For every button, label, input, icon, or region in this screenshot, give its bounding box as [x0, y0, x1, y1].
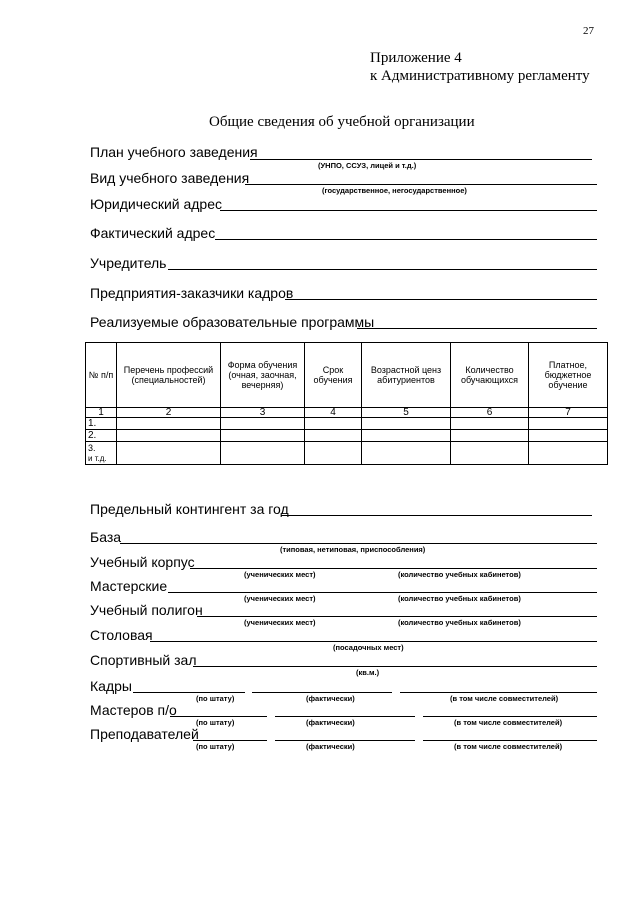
- limit-line[interactable]: [281, 515, 592, 516]
- teachers-line-2[interactable]: [275, 740, 415, 741]
- table-row: [86, 442, 608, 465]
- legal-address-label: Юридический адрес: [90, 196, 223, 212]
- base-hint: (типовая, нетиповая, приспособления): [280, 545, 426, 554]
- canteen-label: Столовая: [90, 627, 153, 643]
- masters-line-1[interactable]: [170, 716, 267, 717]
- staff-line-1[interactable]: [133, 692, 245, 693]
- table-cell[interactable]: [221, 430, 305, 442]
- col-number: 7: [529, 408, 608, 418]
- col-header-professions: Перечень профессий (специальностей): [117, 343, 221, 408]
- staff-line-3[interactable]: [400, 692, 597, 693]
- table-cell[interactable]: [529, 442, 608, 465]
- col-header-duration: Срок обучения: [305, 343, 362, 408]
- page-number: 27: [583, 25, 594, 37]
- col-number: 6: [451, 408, 529, 418]
- workshops-line[interactable]: [168, 592, 597, 593]
- base-label: База: [90, 529, 122, 545]
- workshops-hint-places: (ученических мест): [244, 594, 316, 603]
- gym-label: Спортивный зал: [90, 652, 197, 668]
- table-cell[interactable]: [305, 442, 362, 465]
- table-cell[interactable]: [305, 418, 362, 430]
- staff-label: Кадры: [90, 678, 132, 694]
- col-header-age-limit: Возрастной ценз абитуриентов: [362, 343, 451, 408]
- legal-address-line[interactable]: [220, 210, 597, 211]
- masters-hint-part: (в том числе совместителей): [454, 718, 563, 727]
- table-cell[interactable]: [221, 418, 305, 430]
- teachers-line-3[interactable]: [423, 740, 597, 741]
- teachers-hint-actual: (фактически): [306, 742, 355, 751]
- type-label: Вид учебного заведения: [90, 170, 250, 186]
- table-row: [86, 418, 608, 430]
- col-header-study-form: Форма обучения (очная, заочная, вечерняя): [221, 343, 305, 408]
- staff-hint-staff: (по штату): [196, 694, 235, 703]
- polygon-line[interactable]: [197, 616, 597, 617]
- table-cell[interactable]: [117, 418, 221, 430]
- col-number: 3: [221, 408, 305, 418]
- row-number: 1.: [86, 418, 117, 430]
- table-cell[interactable]: [362, 430, 451, 442]
- col-header-student-count: Количество обучающихся: [451, 343, 529, 408]
- staff-hint-actual: (фактически): [306, 694, 355, 703]
- row-number-etc: и т.д.: [88, 453, 107, 463]
- polygon-label: Учебный полигон: [90, 602, 203, 618]
- type-hint: (государственное, негосударственное): [322, 186, 467, 195]
- table-cell[interactable]: [362, 442, 451, 465]
- col-number: 5: [362, 408, 451, 418]
- table-cell[interactable]: [529, 430, 608, 442]
- teachers-label: Преподавателей: [90, 726, 199, 742]
- table-cell[interactable]: [529, 418, 608, 430]
- table-cell[interactable]: [362, 418, 451, 430]
- actual-address-label: Фактический адрес: [90, 225, 216, 241]
- programs-label: Реализуемые образовательные программы: [90, 314, 375, 330]
- plan-hint: (УНПО, ССУЗ, лицей и т.д.): [318, 161, 417, 170]
- customers-label: Предприятия-заказчики кадров: [90, 285, 294, 301]
- teachers-hint-part: (в том числе совместителей): [454, 742, 563, 751]
- actual-address-line[interactable]: [215, 239, 597, 240]
- gym-line[interactable]: [193, 666, 597, 667]
- building-hint-rooms: (количество учебных кабинетов): [398, 570, 521, 579]
- programs-table: [85, 342, 608, 465]
- limit-label: Предельный контингент за год: [90, 501, 289, 517]
- col-number: 4: [305, 408, 362, 418]
- table-row: [86, 430, 608, 442]
- masters-hint-staff: (по штату): [196, 718, 235, 727]
- appendix-line2: к Административному регламенту: [370, 68, 590, 84]
- canteen-hint: (посадочных мест): [333, 643, 404, 652]
- founder-label: Учредитель: [90, 255, 167, 271]
- document-title: Общие сведения об учебной организации: [209, 114, 475, 130]
- gym-hint: (кв.м.): [356, 668, 380, 677]
- building-line[interactable]: [190, 568, 597, 569]
- building-label: Учебный корпус: [90, 554, 195, 570]
- table-cell[interactable]: [451, 430, 529, 442]
- customers-line[interactable]: [285, 299, 597, 300]
- col-number: 2: [117, 408, 221, 418]
- masters-line-2[interactable]: [275, 716, 415, 717]
- table-cell[interactable]: [221, 442, 305, 465]
- staff-line-2[interactable]: [252, 692, 392, 693]
- row-number-3: 3.: [88, 442, 96, 453]
- staff-hint-part: (в том числе совместителей): [450, 694, 559, 703]
- masters-line-3[interactable]: [423, 716, 597, 717]
- polygon-hint-places: (ученических мест): [244, 618, 316, 627]
- col-number: 1: [86, 408, 117, 418]
- founder-line[interactable]: [168, 269, 597, 270]
- table-cell[interactable]: [451, 418, 529, 430]
- base-line[interactable]: [120, 543, 597, 544]
- table-cell[interactable]: [117, 442, 221, 465]
- col-header-number: № п/п: [86, 343, 117, 408]
- canteen-line[interactable]: [150, 641, 597, 642]
- workshops-label: Мастерские: [90, 578, 168, 594]
- plan-line[interactable]: [250, 159, 592, 160]
- table-cell[interactable]: [305, 430, 362, 442]
- building-hint-places: (ученических мест): [244, 570, 316, 579]
- appendix-line1: Приложение 4: [370, 50, 462, 66]
- teachers-line-1[interactable]: [193, 740, 267, 741]
- col-header-payment: Платное, бюджетное обучение: [529, 343, 608, 408]
- masters-label: Мастеров п/о: [90, 702, 177, 718]
- workshops-hint-rooms: (количество учебных кабинетов): [398, 594, 521, 603]
- plan-label: План учебного заведения: [90, 144, 258, 160]
- row-number: [86, 442, 117, 465]
- table-cell[interactable]: [451, 442, 529, 465]
- programs-line[interactable]: [357, 328, 597, 329]
- type-line[interactable]: [245, 184, 597, 185]
- masters-hint-actual: (фактически): [306, 718, 355, 727]
- table-cell[interactable]: [117, 430, 221, 442]
- teachers-hint-staff: (по штату): [196, 742, 235, 751]
- row-number: 2.: [86, 430, 117, 442]
- polygon-hint-rooms: (количество учебных кабинетов): [398, 618, 521, 627]
